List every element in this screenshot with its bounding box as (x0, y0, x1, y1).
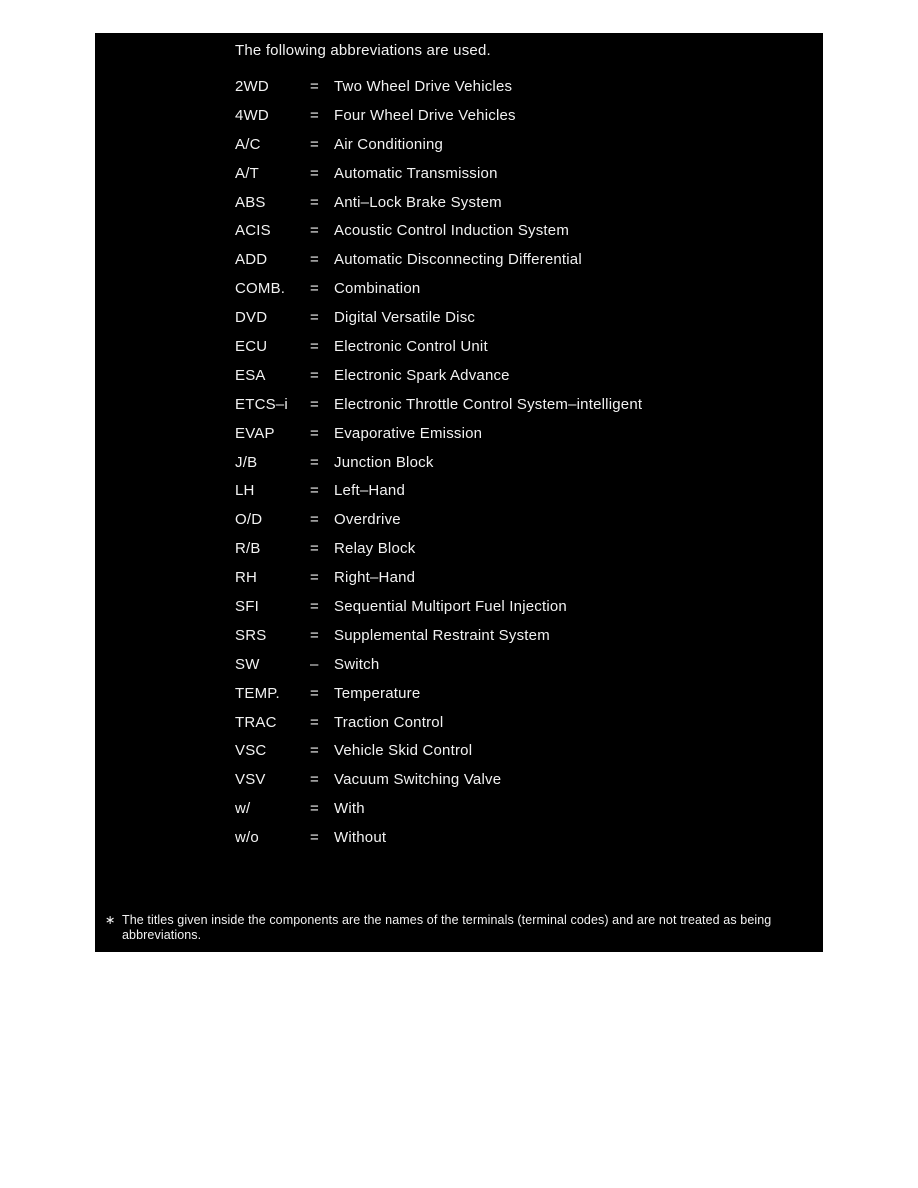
abbreviation-row (95, 650, 823, 679)
equals-sign: = (310, 164, 319, 182)
abbreviation-definition: With (334, 800, 365, 818)
abbreviation-code: VSV (235, 771, 266, 789)
abbreviation-code: 2WD (235, 77, 269, 95)
abbreviation-code: TEMP. (235, 684, 280, 702)
equals-sign: = (310, 424, 319, 442)
abbreviation-definition: Two Wheel Drive Vehicles (334, 77, 513, 95)
abbreviation-code: ESA (235, 366, 266, 384)
equals-sign: = (310, 193, 319, 211)
abbreviation-definition: Four Wheel Drive Vehicles (334, 106, 516, 124)
abbreviation-row (95, 505, 823, 534)
equals-sign: = (310, 684, 319, 702)
abbreviation-row (95, 736, 823, 765)
abbreviation-row (95, 679, 823, 708)
abbreviation-row (95, 101, 823, 130)
abbreviation-definition: Overdrive (334, 511, 401, 529)
abbreviation-definition: Temperature (334, 684, 421, 702)
abbreviation-code: ACIS (235, 222, 271, 240)
abbreviation-row (95, 708, 823, 737)
abbreviation-code: SW (235, 655, 260, 673)
abbreviation-row (95, 563, 823, 592)
equals-sign: = (310, 337, 319, 355)
equals-sign: = (310, 540, 319, 558)
abbreviation-row (95, 274, 823, 303)
abbreviation-code: O/D (235, 511, 263, 529)
footnote (105, 913, 809, 943)
abbreviation-definition: Acoustic Control Induction System (334, 222, 570, 240)
equals-sign: = (310, 106, 319, 124)
abbreviation-code: VSC (235, 742, 267, 760)
abbreviation-code: 4WD (235, 106, 269, 124)
abbreviation-row (95, 332, 823, 361)
equals-sign: = (310, 800, 319, 818)
abbreviation-definition: Left–Hand (334, 482, 406, 500)
equals-sign: = (310, 309, 319, 327)
abbreviation-definition: Switch (334, 655, 380, 673)
abbreviation-row (95, 823, 823, 852)
abbreviation-code: J/B (235, 453, 258, 471)
abbreviation-definition: Evaporative Emission (334, 424, 483, 442)
equals-sign: = (310, 251, 319, 269)
equals-sign: = (310, 77, 319, 95)
abbreviation-code: ETCS–i (235, 395, 288, 413)
equals-sign: – (310, 655, 319, 673)
abbreviation-definition: Anti–Lock Brake System (334, 193, 502, 211)
abbreviation-row (95, 448, 823, 477)
abbreviation-definition: Traction Control (334, 713, 444, 731)
abbreviation-code: RH (235, 569, 258, 587)
abbreviation-row (95, 216, 823, 245)
abbreviation-row (95, 159, 823, 188)
abbreviation-definition: Sequential Multiport Fuel Injection (334, 597, 567, 615)
abbreviation-code: A/C (235, 135, 261, 153)
page-title: The following abbreviations are used. (235, 42, 491, 59)
equals-sign: = (310, 135, 319, 153)
abbreviation-row (95, 72, 823, 101)
equals-sign: = (310, 280, 319, 298)
equals-sign: = (310, 395, 319, 413)
equals-sign: = (310, 771, 319, 789)
abbreviation-code: COMB. (235, 280, 286, 298)
equals-sign: = (310, 482, 319, 500)
equals-sign: = (310, 366, 319, 384)
abbreviation-definition: Vacuum Switching Valve (334, 771, 502, 789)
abbreviation-row (95, 765, 823, 794)
abbreviation-list (95, 72, 823, 852)
abbreviation-code: w/ (235, 800, 251, 818)
abbreviation-definition: Electronic Throttle Control System–intelligent (334, 395, 643, 413)
abbreviation-definition: Automatic Transmission (334, 164, 498, 182)
abbreviation-code: DVD (235, 309, 268, 327)
abbreviation-definition: Electronic Spark Advance (334, 366, 510, 384)
abbreviation-code: A/T (235, 164, 259, 182)
abbreviation-definition: Digital Versatile Disc (334, 309, 476, 327)
abbreviation-definition: Air Conditioning (334, 135, 444, 153)
abbreviation-definition: Relay Block (334, 540, 416, 558)
footnote-asterisk: ∗ (105, 913, 116, 927)
abbreviation-definition: Supplemental Restraint System (334, 626, 550, 644)
abbreviation-code: ABS (235, 193, 266, 211)
abbreviation-row (95, 303, 823, 332)
abbreviation-definition: Junction Block (334, 453, 434, 471)
abbreviation-code: TRAC (235, 713, 277, 731)
equals-sign: = (310, 713, 319, 731)
abbreviation-row (95, 390, 823, 419)
abbreviation-row (95, 361, 823, 390)
abbreviation-code: R/B (235, 540, 261, 558)
abbreviation-code: ECU (235, 337, 268, 355)
abbreviation-definition: Vehicle Skid Control (334, 742, 473, 760)
abbreviation-definition: Electronic Control Unit (334, 337, 488, 355)
abbreviation-definition: Automatic Disconnecting Differential (334, 251, 582, 269)
abbreviation-row (95, 476, 823, 505)
abbreviation-row (95, 534, 823, 563)
abbreviation-definition: Combination (334, 280, 421, 298)
abbreviation-code: LH (235, 482, 255, 500)
abbreviation-row (95, 592, 823, 621)
abbreviation-row (95, 188, 823, 217)
equals-sign: = (310, 453, 319, 471)
equals-sign: = (310, 626, 319, 644)
abbreviation-row (95, 130, 823, 159)
abbreviation-code: EVAP (235, 424, 275, 442)
abbreviation-row (95, 245, 823, 274)
equals-sign: = (310, 597, 319, 615)
abbreviation-code: SFI (235, 597, 259, 615)
equals-sign: = (310, 829, 319, 847)
equals-sign: = (310, 569, 319, 587)
abbreviation-code: ADD (235, 251, 268, 269)
equals-sign: = (310, 511, 319, 529)
equals-sign: = (310, 742, 319, 760)
abbreviation-row (95, 419, 823, 448)
abbreviation-definition: Without (334, 829, 387, 847)
abbreviation-row (95, 794, 823, 823)
abbreviation-code: w/o (235, 829, 259, 847)
footnote-text: The titles given inside the components are the names of the terminals (terminal codes) and are not treated as being abbreviations. (122, 913, 772, 942)
equals-sign: = (310, 222, 319, 240)
abbreviation-definition: Right–Hand (334, 569, 416, 587)
abbreviation-code: SRS (235, 626, 267, 644)
abbreviations-panel (95, 33, 823, 952)
abbreviation-row (95, 621, 823, 650)
